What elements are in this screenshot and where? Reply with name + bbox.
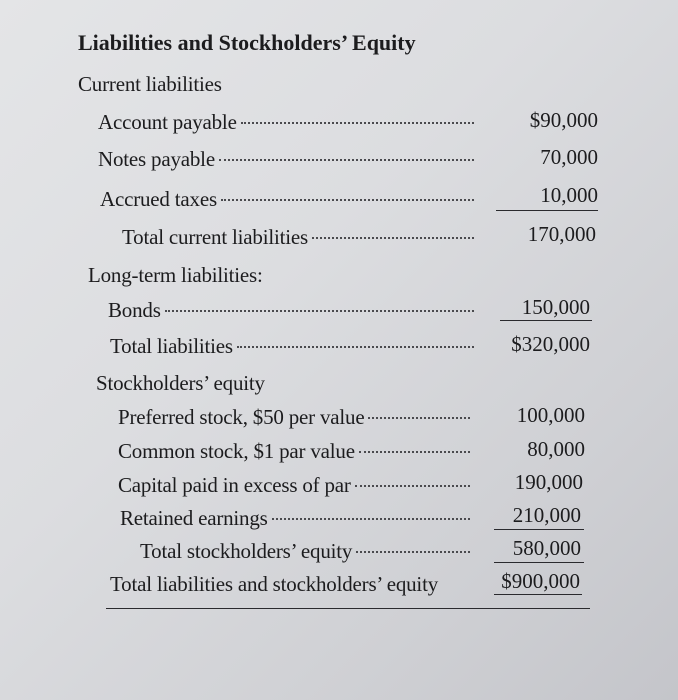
leader-dots [359,451,470,453]
amount-total-current-liabilities: 170,000 [527,222,596,246]
line-account-payable [98,110,478,135]
line-label: Capital paid in excess of par [118,473,351,497]
leader-dots [356,551,470,553]
line-label: Total current liabilities [122,225,308,249]
amount-total-stockholders-equity: 580,000 [512,536,581,560]
current-liabilities-heading: Current liabilities [78,72,222,96]
line-total-liabilities-and-equity [110,572,438,597]
amount-capital-paid-in-excess: 190,000 [514,470,583,494]
amount-accrued-taxes: 10,000 [540,183,598,207]
subtotal-rule [494,562,584,563]
leader-dots [368,417,470,419]
line-label: Accrued taxes [100,187,217,211]
line-label: Bonds [108,298,161,322]
line-total-liabilities [110,334,478,359]
subtotal-rule [494,529,584,530]
stockholders-equity-heading: Stockholders’ equity [96,371,265,395]
amount-account-payable: $90,000 [529,108,598,132]
line-label: Total liabilities and stockholders’ equity [110,572,439,596]
amount-common-stock: 80,000 [527,437,585,461]
subtotal-rule [496,210,598,211]
total-double-rule-top [494,594,582,595]
section-title-text: Liabilities and Stockholders’ Equity [78,30,416,55]
amount-total-liabilities: $320,000 [511,332,590,356]
line-total-stockholders-equity [140,539,474,564]
line-label: Preferred stock, $50 per value [118,405,365,429]
leader-dots [272,518,470,520]
amount-notes-payable: 70,000 [540,145,598,169]
line-retained-earnings [120,506,474,531]
amount-total-liabilities-and-equity: $900,000 [501,569,580,593]
leader-dots [237,346,474,348]
section-title [78,30,416,56]
line-label: Retained earnings [120,506,268,530]
line-label: Common stock, $1 par value [118,439,355,463]
line-preferred-stock [118,405,474,430]
leader-dots [165,310,474,312]
leader-dots [219,159,474,161]
leader-dots [312,237,474,239]
subtotal-rule [500,320,592,321]
amount-retained-earnings: 210,000 [512,503,581,527]
amount-preferred-stock: 100,000 [516,403,585,427]
line-notes-payable [98,147,478,172]
line-total-current-liabilities [122,225,478,250]
line-accrued-taxes [100,187,478,212]
line-bonds [108,298,478,323]
leader-dots [241,122,474,124]
line-label: Notes payable [98,147,215,171]
line-label: Total liabilities [110,334,233,358]
line-label: Account payable [98,110,237,134]
long-term-liabilities-heading: Long-term liabilities: [88,263,263,287]
line-label: Total stockholders’ equity [140,539,353,563]
line-common-stock [118,439,474,464]
leader-dots [221,199,474,201]
bottom-rule [106,608,590,609]
leader-dots [355,485,470,487]
amount-bonds: 150,000 [521,295,590,319]
line-capital-paid-in-excess [118,473,474,498]
